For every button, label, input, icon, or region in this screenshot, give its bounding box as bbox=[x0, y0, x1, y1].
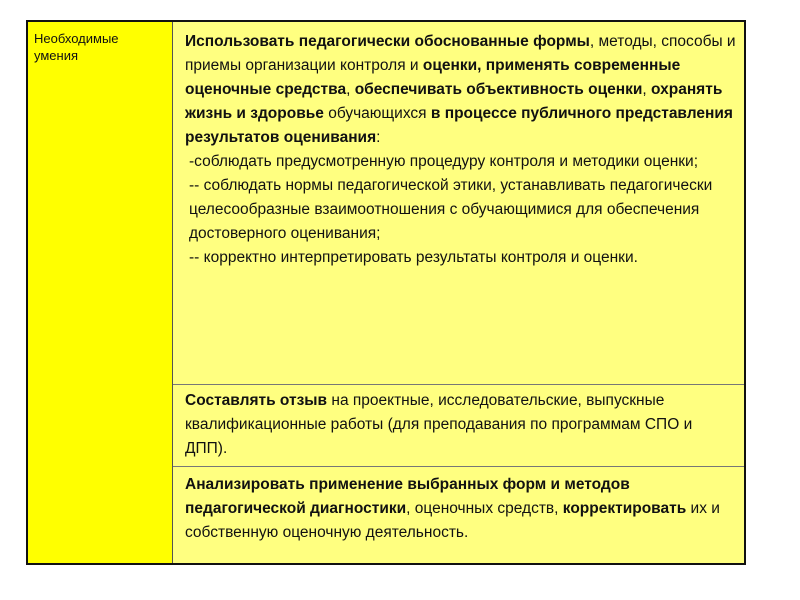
row-header-label: Необходимые умения bbox=[34, 31, 119, 63]
text-regular: на проектные, исследовательские, выпускные квалификационные работы (для преподавания по программам СПО и ДПП). bbox=[185, 392, 693, 457]
text-bold: Анализировать применение выбранных форм и методов педагогической диагностики bbox=[185, 476, 630, 517]
text-bold: в процессе публичного представления результатов оценивания bbox=[185, 105, 733, 146]
skill-cell-review bbox=[173, 384, 744, 466]
text-bold: оценки, применять современные оценочные средства bbox=[185, 57, 681, 98]
text-bold: корректировать bbox=[562, 500, 687, 517]
list-item: -соблюдать предусмотренную процедуру контроля и методики оценки; bbox=[189, 153, 699, 170]
text-regular: , оценочных средств, bbox=[406, 500, 563, 517]
text-regular: их и собственную оценочную деятельность. bbox=[185, 500, 720, 541]
text-regular: , bbox=[346, 81, 355, 98]
text-bold: обеспечивать объективность оценки bbox=[354, 81, 643, 98]
skill-cell-assessment bbox=[173, 22, 744, 384]
text-bold: охранять жизнь и здоровье bbox=[185, 81, 723, 122]
list-item: -- корректно интерпретировать результаты контроля и оценки. bbox=[189, 249, 638, 266]
text-regular: , методы, способы и приемы организации контроля и bbox=[185, 33, 736, 74]
skill-cell-analysis bbox=[173, 466, 744, 563]
row-header-cell bbox=[28, 22, 173, 563]
text-bold: Использовать педагогически обоснованные формы bbox=[185, 33, 590, 50]
text-regular: обучающихся bbox=[323, 105, 431, 122]
content-column bbox=[173, 22, 744, 563]
skills-table bbox=[26, 20, 746, 565]
text-bold: Составлять отзыв bbox=[185, 392, 328, 409]
text-regular: : bbox=[376, 129, 381, 146]
list-item: -- соблюдать нормы педагогической этики, устанавливать педагогически целесообразные взаимоотношения с обучающимися для обеспечения достоверного оценивания; bbox=[189, 177, 713, 242]
text-regular: , bbox=[642, 81, 652, 98]
assessment-paragraph bbox=[185, 30, 736, 150]
